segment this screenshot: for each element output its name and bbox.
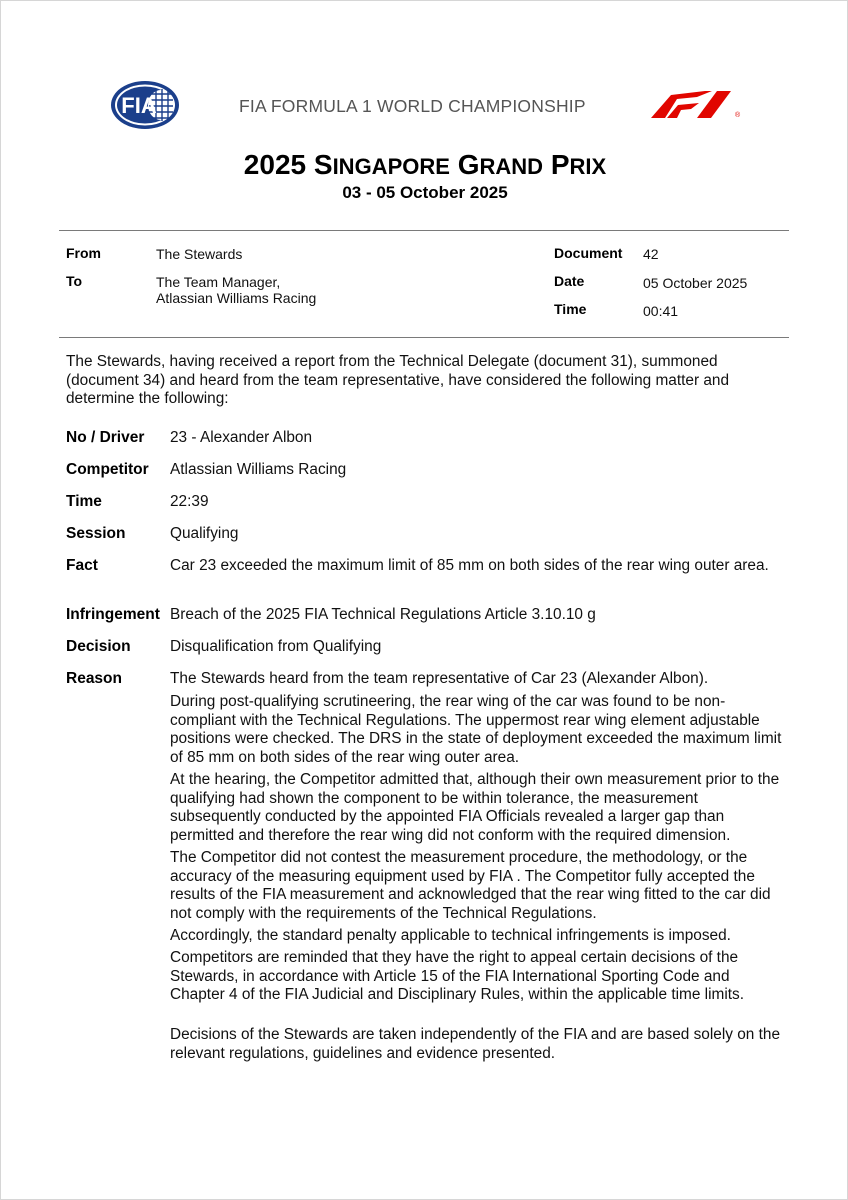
- date-value: 05 October 2025: [643, 275, 748, 291]
- to-value-line2: Atlassian Williams Racing: [156, 290, 317, 306]
- reason-paragraph: Decisions of the Stewards are taken independently of the FIA and are based solely on the relevant regulations, guidelines and evidence presented.: [170, 1026, 781, 1062]
- fact-label: Fact: [66, 557, 98, 574]
- from-label: From: [66, 245, 101, 261]
- decision-label: Decision: [66, 638, 131, 655]
- reason-label: Reason: [66, 670, 122, 687]
- reason-paragraph: At the hearing, the Competitor admitted that, although their own measurement prior to the qualifying had shown the component to be within tolerance, the measurement subsequently conducted by the appointed FIA Officials revealed a larger gap than permitted and therefore the rear wing did not conform with the required dimension.: [170, 771, 780, 844]
- time-row-value: 22:39: [170, 493, 209, 510]
- bottom-divider: [59, 337, 789, 338]
- championship-title: FIA FORMULA 1 WORLD CHAMPIONSHIP: [239, 96, 586, 116]
- driver-label: No / Driver: [66, 429, 145, 446]
- svg-text:FIA: FIA: [121, 93, 157, 118]
- decision-value: Disqualification from Qualifying: [170, 638, 382, 655]
- event-dates: 03 - 05 October 2025: [342, 183, 508, 202]
- f1-logo: [637, 89, 741, 119]
- time-value: 00:41: [643, 303, 679, 319]
- svg-text:®: ®: [735, 112, 741, 119]
- driver-value: 23 - Alexander Albon: [170, 429, 313, 446]
- reason-paragraph: Accordingly, the standard penalty applicable to technical infringements is imposed.: [170, 927, 731, 944]
- time-row-label: Time: [66, 493, 102, 510]
- reason-paragraph: The Competitor did not contest the measurement procedure, the methodology, or the accuracy of the measuring equipment used by FIA . The Competitor fully accepted the results of the FIA measurement and acknowledged that the rear wing fitted to the car did not comply with the requirements of the Technical Regulations.: [170, 849, 771, 922]
- document-label: Document: [554, 245, 623, 261]
- competitor-label: Competitor: [66, 461, 149, 478]
- fact-value: Car 23 exceeded the maximum limit of 85 mm on both sides of the rear wing outer area.: [170, 557, 769, 574]
- infringement-value: Breach of the 2025 FIA Technical Regulations Article 3.10.10 g: [170, 606, 596, 623]
- reason-paragraph: During post-qualifying scrutineering, the rear wing of the car was found to be non-compliant with the Technical Regulations. The uppermost rear wing element adjustable positions were checked. The DRS in the state of deployment exceeded the maximum limit of 85 mm on both sides of the rear wing outer area.: [170, 693, 782, 766]
- intro-paragraph: The Stewards, having received a report from the Technical Delegate (document 31), summoned (document 34) and heard from the team representative, have considered the following matter and determine the following:: [66, 353, 730, 407]
- fia-logo: [109, 79, 181, 131]
- from-value: The Stewards: [156, 246, 243, 262]
- reason-paragraph: Competitors are reminded that they have the right to appeal certain decisions of the Stewards, in accordance with Article 15 of the FIA International Sporting Code and Chapter 4 of the FIA Judicial and Disciplinary Rules, within the applicable time limits.: [170, 949, 744, 1003]
- event-title: 2025 SINGAPORE GRAND PRIX: [243, 149, 607, 180]
- competitor-value: Atlassian Williams Racing: [170, 461, 347, 478]
- time-label: Time: [554, 301, 587, 317]
- to-value-line1: The Team Manager,: [156, 274, 281, 290]
- to-label: To: [66, 273, 83, 289]
- session-value: Qualifying: [170, 525, 239, 542]
- top-divider: [59, 230, 789, 231]
- infringement-label: Infringement: [66, 606, 160, 623]
- session-label: Session: [66, 525, 126, 542]
- document-value: 42: [643, 246, 659, 262]
- date-label: Date: [554, 273, 585, 289]
- reason-paragraph: The Stewards heard from the team representative of Car 23 (Alexander Albon).: [170, 670, 709, 687]
